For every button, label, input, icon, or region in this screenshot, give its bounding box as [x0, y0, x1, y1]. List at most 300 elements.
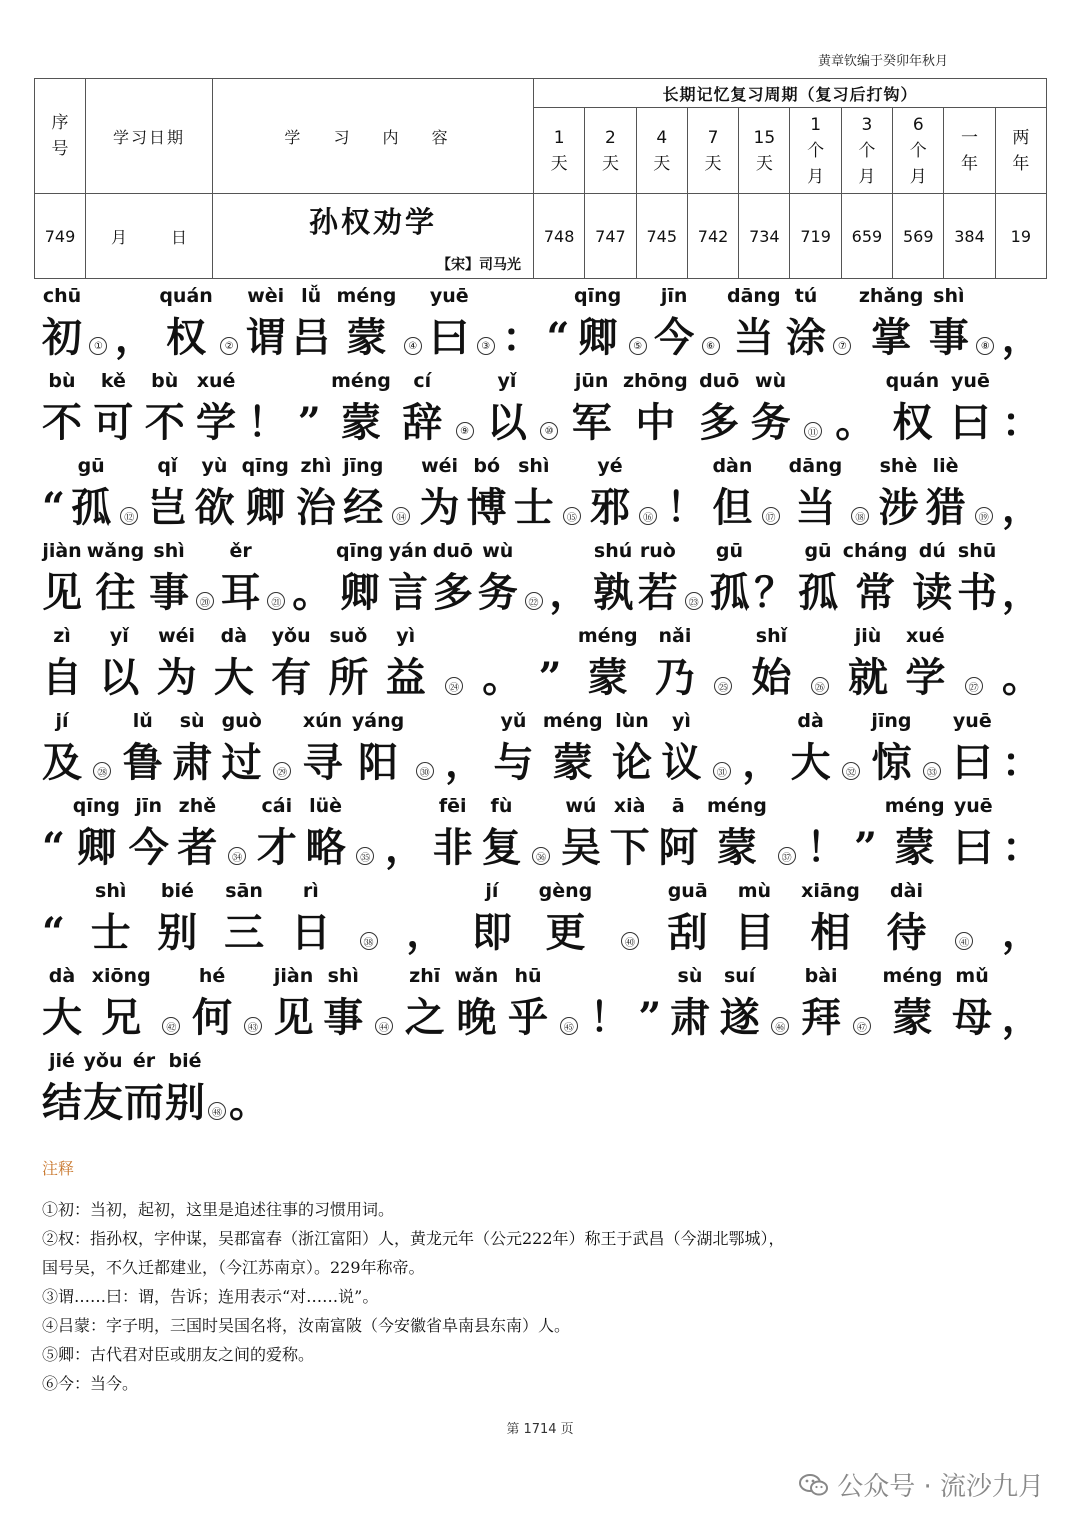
pinyin: yán — [388, 540, 428, 562]
period-char: 月 — [807, 166, 825, 187]
ruby-char — [402, 368, 442, 452]
pinyin: yáng — [351, 710, 405, 732]
text-line — [42, 877, 1042, 962]
note-marker: ㊼ — [853, 1017, 871, 1035]
pinyin: cháng — [842, 540, 908, 562]
ruby-char — [388, 538, 428, 622]
punctuation: ， — [1001, 314, 1042, 361]
note-marker: ③ — [477, 337, 495, 355]
hanzi: 不 — [144, 399, 185, 446]
note-marker: ⑩ — [540, 422, 558, 440]
hanzi: 多 — [432, 569, 473, 616]
punctuation: 。 — [835, 399, 876, 446]
pinyin: guā — [667, 880, 708, 902]
ruby-char — [887, 878, 927, 962]
note-marker: ⑰ — [762, 507, 780, 525]
ruby-char — [343, 453, 383, 537]
punctuation: ： — [1001, 739, 1042, 786]
text-line — [42, 792, 1042, 877]
pinyin: dà — [797, 710, 824, 732]
hanzi: 别 — [165, 1079, 205, 1126]
punctuation: “ — [42, 824, 66, 871]
hanzi: 常 — [855, 569, 896, 616]
hanzi: 为 — [156, 654, 197, 701]
punctuation: ” — [538, 654, 562, 701]
ruby-char — [331, 368, 391, 452]
ruby-char — [274, 963, 314, 1047]
pinyin: zhì — [300, 455, 332, 477]
ruby-char — [87, 538, 145, 622]
pinyin: zhǎng — [858, 285, 924, 307]
ruby-char — [699, 368, 739, 452]
period-char: 一 — [961, 127, 979, 148]
pinyin: hé — [198, 965, 226, 987]
punctuation: ！ — [589, 994, 630, 1041]
pinyin: qīng — [574, 285, 622, 307]
review-period-6 — [790, 108, 841, 194]
hanzi: 辞 — [402, 399, 443, 446]
pinyin: mù — [737, 880, 772, 902]
pinyin: shì — [933, 285, 965, 307]
note-marker: ⑲ — [975, 507, 993, 525]
note-marker: ㊺ — [560, 1017, 578, 1035]
pinyin: ruò — [639, 540, 676, 562]
pinyin: qǐ — [157, 455, 178, 477]
pinyin: jí — [55, 710, 69, 732]
row-index: 749 — [35, 194, 86, 279]
punctuation: ， — [1001, 994, 1042, 1041]
pinyin: gū — [715, 540, 744, 562]
hanzi: 寻 — [302, 739, 343, 786]
ruby-char — [291, 283, 331, 367]
pinyin: dàn — [712, 455, 753, 477]
pinyin: xiāng — [801, 880, 860, 902]
period-char: 6 — [912, 114, 924, 135]
ruby-char — [222, 708, 262, 792]
hanzi: 阿 — [658, 824, 699, 871]
hanzi: 耳 — [220, 569, 261, 616]
ruby-char — [801, 963, 841, 1047]
text-line — [42, 707, 1042, 792]
ruby-char — [172, 708, 212, 792]
ruby-char — [655, 623, 695, 707]
hanzi: 言 — [388, 569, 429, 616]
punctuation: ， — [549, 569, 590, 616]
period-char: 天 — [755, 153, 773, 174]
pinyin: qīng — [335, 540, 384, 562]
ruby-char — [883, 963, 943, 1047]
pinyin: yuē — [953, 795, 993, 817]
note-marker: ② — [220, 337, 238, 355]
hanzi: 才 — [256, 824, 297, 871]
pinyin: xiōng — [91, 965, 151, 987]
period-char: 个 — [909, 140, 927, 161]
review-value-9: 384 — [944, 194, 995, 279]
pinyin: xué — [196, 370, 236, 392]
note-marker: ㊽ — [208, 1102, 226, 1120]
ruby-char — [159, 283, 212, 367]
punctuation: 。 — [229, 1079, 269, 1126]
review-period-2 — [585, 108, 636, 194]
ruby-char — [481, 793, 521, 877]
hanzi: 但 — [712, 484, 753, 531]
pinyin: jīng — [871, 710, 912, 732]
pinyin: dāng — [727, 285, 781, 307]
pinyin: yuē — [429, 285, 469, 307]
pinyin: sù — [677, 965, 703, 987]
ruby-char — [352, 708, 404, 792]
hanzi: 务 — [477, 569, 518, 616]
hanzi: 曰 — [429, 314, 470, 361]
hanzi: 乎 — [508, 994, 549, 1041]
hanzi: 所 — [328, 654, 369, 701]
pinyin: wéi — [158, 625, 196, 647]
hanzi: 复 — [481, 824, 522, 871]
hanzi: 蒙 — [340, 399, 381, 446]
hanzi: 卿 — [577, 314, 618, 361]
col-date-header: 学习日期 — [86, 79, 213, 194]
hanzi: 即 — [471, 909, 512, 956]
review-period-7 — [841, 108, 892, 194]
col-content-header: 学 习 内 容 — [213, 79, 534, 194]
hanzi: 蒙 — [552, 739, 593, 786]
punctuation: 。 — [292, 569, 333, 616]
pinyin: duō — [432, 540, 473, 562]
ruby-char — [610, 793, 650, 877]
ruby-char — [246, 283, 286, 367]
pinyin: suí — [723, 965, 756, 987]
ruby-char — [487, 368, 527, 452]
hanzi: 今 — [654, 314, 695, 361]
ruby-char — [386, 623, 426, 707]
punctuation: “ — [42, 484, 66, 531]
pinyin: bó — [473, 455, 500, 477]
hanzi: 士 — [513, 484, 554, 531]
ruby-char — [720, 963, 760, 1047]
hanzi: 中 — [635, 399, 676, 446]
ruby-char — [242, 453, 289, 537]
hanzi: 下 — [609, 824, 650, 871]
ruby-char — [195, 453, 235, 537]
pinyin: yé — [597, 455, 623, 477]
pinyin: shǐ — [755, 625, 788, 647]
hanzi: 见 — [273, 994, 314, 1041]
note-marker: ㉓ — [685, 592, 703, 610]
pinyin: wù — [482, 540, 514, 562]
note-marker: ㊳ — [360, 932, 378, 950]
ruby-char — [214, 623, 254, 707]
hanzi: 曰 — [952, 739, 993, 786]
ruby-char — [124, 1048, 164, 1132]
note-marker: ㉛ — [713, 762, 731, 780]
note-marker: ⑧ — [976, 337, 994, 355]
hanzi: 肃 — [669, 994, 710, 1041]
ruby-char — [957, 538, 997, 622]
pinyin: zhī — [409, 965, 441, 987]
ruby-char — [337, 283, 397, 367]
pinyin: wéi — [421, 455, 459, 477]
punctuation: “ — [546, 314, 570, 361]
hanzi: 大 — [213, 654, 254, 701]
note-marker: ㉒ — [525, 592, 543, 610]
hanzi: 谓 — [245, 314, 286, 361]
pinyin: duō — [699, 370, 740, 392]
col-index-char: 序 — [51, 113, 69, 133]
ruby-char — [42, 283, 82, 367]
note-marker: ㉟ — [356, 847, 374, 865]
note-marker: ⑮ — [563, 507, 581, 525]
review-value-7: 659 — [841, 194, 892, 279]
hanzi: 益 — [385, 654, 426, 701]
hanzi: 有 — [271, 654, 312, 701]
ruby-char — [885, 793, 945, 877]
pinyin: shì — [518, 455, 550, 477]
ruby-char — [952, 708, 992, 792]
pinyin: shè — [879, 455, 918, 477]
hanzi: 目 — [734, 909, 775, 956]
hanzi: 以 — [486, 399, 527, 446]
hanzi: 卿 — [339, 569, 380, 616]
note-item: 国号吴，不久迁都建业，（今江苏南京）。229年称帝。 — [42, 1258, 425, 1277]
hanzi: 今 — [128, 824, 169, 871]
hanzi: 博 — [466, 484, 507, 531]
note-marker: ⑦ — [833, 337, 851, 355]
hanzi: 吕 — [291, 314, 332, 361]
review-period-1 — [534, 108, 585, 194]
punctuation: ， — [385, 824, 426, 871]
pinyin: méng — [331, 370, 391, 392]
note-marker: ⑨ — [456, 422, 474, 440]
period-char: 4 — [656, 127, 668, 148]
punctuation: ： — [1002, 824, 1042, 871]
hanzi: 相 — [810, 909, 851, 956]
ruby-char — [572, 368, 612, 452]
hanzi: 军 — [571, 399, 612, 446]
pinyin: ā — [671, 795, 685, 817]
pinyin: jiù — [854, 625, 882, 647]
pinyin: liè — [932, 455, 959, 477]
punctuation: ！ — [806, 824, 847, 871]
pinyin: jīn — [660, 285, 688, 307]
review-period-4 — [687, 108, 738, 194]
punctuation: ” — [297, 399, 321, 446]
pinyin: jié — [49, 1050, 75, 1072]
text-line — [42, 452, 1042, 537]
punctuation: ， — [445, 739, 486, 786]
review-period-5 — [739, 108, 790, 194]
hanzi: 学 — [905, 654, 946, 701]
review-value-2: 747 — [585, 194, 636, 279]
hanzi: 乃 — [654, 654, 695, 701]
period-char: 两 — [1012, 127, 1030, 148]
period-char: 年 — [1012, 153, 1030, 174]
pinyin: guò — [221, 710, 262, 732]
ruby-char — [92, 963, 151, 1047]
ruby-char — [859, 283, 924, 367]
pinyin: jiàn — [42, 540, 82, 562]
review-value-1: 748 — [534, 194, 585, 279]
hanzi: 自 — [42, 654, 82, 701]
hanzi: 学 — [196, 399, 237, 446]
pinyin: jīn — [135, 795, 162, 817]
pinyin: méng — [707, 795, 767, 817]
ruby-char — [658, 793, 698, 877]
ruby-char — [623, 368, 688, 452]
pinyin: yǔ — [500, 710, 527, 732]
hanzi: 卿 — [245, 484, 286, 531]
ruby-char — [306, 793, 346, 877]
ruby-char — [429, 283, 469, 367]
ruby-char — [707, 793, 767, 877]
pinyin: shú — [593, 540, 633, 562]
text-line — [42, 367, 1042, 452]
hanzi: 过 — [221, 739, 262, 786]
ruby-char — [83, 1048, 123, 1132]
ruby-char — [336, 538, 383, 622]
note-marker: ㉘ — [93, 762, 111, 780]
hanzi: 事 — [149, 569, 190, 616]
pinyin: chū — [42, 285, 82, 307]
ruby-char — [514, 453, 554, 537]
pinyin: quán — [885, 370, 940, 392]
note-marker: ④ — [404, 337, 422, 355]
pinyin: dà — [220, 625, 248, 647]
ruby-char — [574, 283, 621, 367]
pinyin: tú — [794, 285, 818, 307]
note-marker: ㊻ — [771, 1017, 789, 1035]
ruby-char — [323, 963, 363, 1047]
hanzi: 孤 — [798, 569, 839, 616]
punctuation: ， — [1001, 484, 1042, 531]
ruby-char — [433, 793, 473, 877]
review-period-10 — [995, 108, 1046, 194]
ruby-char — [147, 453, 187, 537]
period-char: 月 — [858, 166, 876, 187]
pinyin: shì — [95, 880, 127, 902]
ruby-char — [612, 708, 652, 792]
note-marker: ㊹ — [375, 1017, 393, 1035]
period-char: 1 — [810, 114, 822, 135]
ruby-char — [508, 963, 548, 1047]
pinyin: bù — [48, 370, 76, 392]
hanzi: 而 — [124, 1079, 164, 1126]
ruby-char — [42, 963, 82, 1047]
note-marker: ㊷ — [162, 1017, 180, 1035]
hanzi: 母 — [952, 994, 993, 1041]
punctuation: 。 — [482, 654, 523, 701]
ruby-char — [801, 878, 860, 962]
ruby-char — [420, 453, 460, 537]
ruby-char — [886, 368, 939, 452]
note-item: ④吕蒙：字子明，三国时吴国名将，汝南富陂（今安徽省阜南县东南）人。 — [42, 1316, 571, 1335]
ruby-char — [257, 793, 297, 877]
note-item: ③谓……曰：谓，告诉；连用表示“对……说”。 — [42, 1287, 379, 1306]
hanzi: 始 — [751, 654, 792, 701]
ruby-char — [590, 453, 630, 537]
pinyin: suǒ — [329, 625, 368, 647]
hanzi: 肃 — [172, 739, 213, 786]
ruby-char — [224, 878, 264, 962]
hanzi: 欲 — [194, 484, 235, 531]
pinyin: xué — [905, 625, 945, 647]
hanzi: 蒙 — [894, 824, 935, 871]
pinyin: wǎn — [454, 965, 499, 987]
note-marker: ㊱ — [532, 847, 550, 865]
hanzi: 拜 — [801, 994, 842, 1041]
note-item: ⑤卿：古代君对臣或朋友之间的爱称。 — [42, 1345, 315, 1364]
ruby-char — [91, 878, 131, 962]
hanzi: 书 — [957, 569, 998, 616]
review-period-8 — [893, 108, 944, 194]
pinyin: gū — [77, 455, 105, 477]
hanzi: 孤 — [71, 484, 112, 531]
period-char: 天 — [601, 153, 619, 174]
hanzi: 当 — [733, 314, 774, 361]
hanzi: 为 — [419, 484, 460, 531]
hanzi: 非 — [432, 824, 473, 871]
review-value-5: 734 — [739, 194, 790, 279]
ruby-char — [303, 708, 343, 792]
ruby-char — [165, 1048, 205, 1132]
pinyin: wù — [755, 370, 787, 392]
ruby-char — [42, 368, 82, 452]
pinyin: ér — [132, 1050, 156, 1072]
pinyin: qīng — [241, 455, 289, 477]
note-item: ⑥今：当今。 — [42, 1374, 139, 1393]
hanzi: 蒙 — [346, 314, 387, 361]
hanzi: 何 — [192, 994, 233, 1041]
period-char: 15 — [753, 127, 776, 148]
pinyin: yǒu — [83, 1050, 123, 1072]
pinyin: shì — [327, 965, 359, 987]
note-marker: ㉔ — [445, 677, 463, 695]
pinyin: hū — [514, 965, 542, 987]
pinyin: bié — [168, 1050, 202, 1072]
pinyin: zì — [53, 625, 71, 647]
hanzi: 初 — [42, 314, 82, 361]
ruby-char — [271, 623, 311, 707]
pinyin: kě — [100, 370, 126, 392]
hanzi: 孤 — [709, 569, 750, 616]
hanzi: 见 — [42, 569, 82, 616]
pinyin: yǒu — [271, 625, 311, 647]
review-table — [34, 78, 1047, 279]
author-note: 黄章钦编于癸卯年秋月 — [817, 54, 948, 69]
note-item: ②权：指孙权，字仲谋，吴郡富春（浙江富阳）人，黄龙元年（公元222年）称王于武昌（今湖北鄂城）， — [42, 1229, 785, 1248]
hanzi: 经 — [343, 484, 384, 531]
period-char: 1 — [553, 127, 565, 148]
punctuation: ， — [1001, 569, 1042, 616]
pinyin: wèi — [247, 285, 285, 307]
punctuation: ， — [742, 739, 783, 786]
note-marker: ⑱ — [851, 507, 869, 525]
pinyin: méng — [336, 285, 397, 307]
ruby-char — [145, 368, 185, 452]
pinyin: yǐ — [109, 625, 129, 647]
ruby-char — [296, 453, 336, 537]
ruby-char — [99, 623, 139, 707]
review-value-6: 719 — [790, 194, 841, 279]
pinyin: yì — [396, 625, 416, 647]
hanzi: 以 — [99, 654, 140, 701]
pinyin: xià — [613, 795, 646, 817]
text-line — [42, 962, 1042, 1047]
pinyin: cái — [261, 795, 293, 817]
ruby-char — [798, 538, 838, 622]
text-line — [42, 282, 1042, 367]
pinyin: jūn — [574, 370, 609, 392]
period-char: 天 — [704, 153, 722, 174]
